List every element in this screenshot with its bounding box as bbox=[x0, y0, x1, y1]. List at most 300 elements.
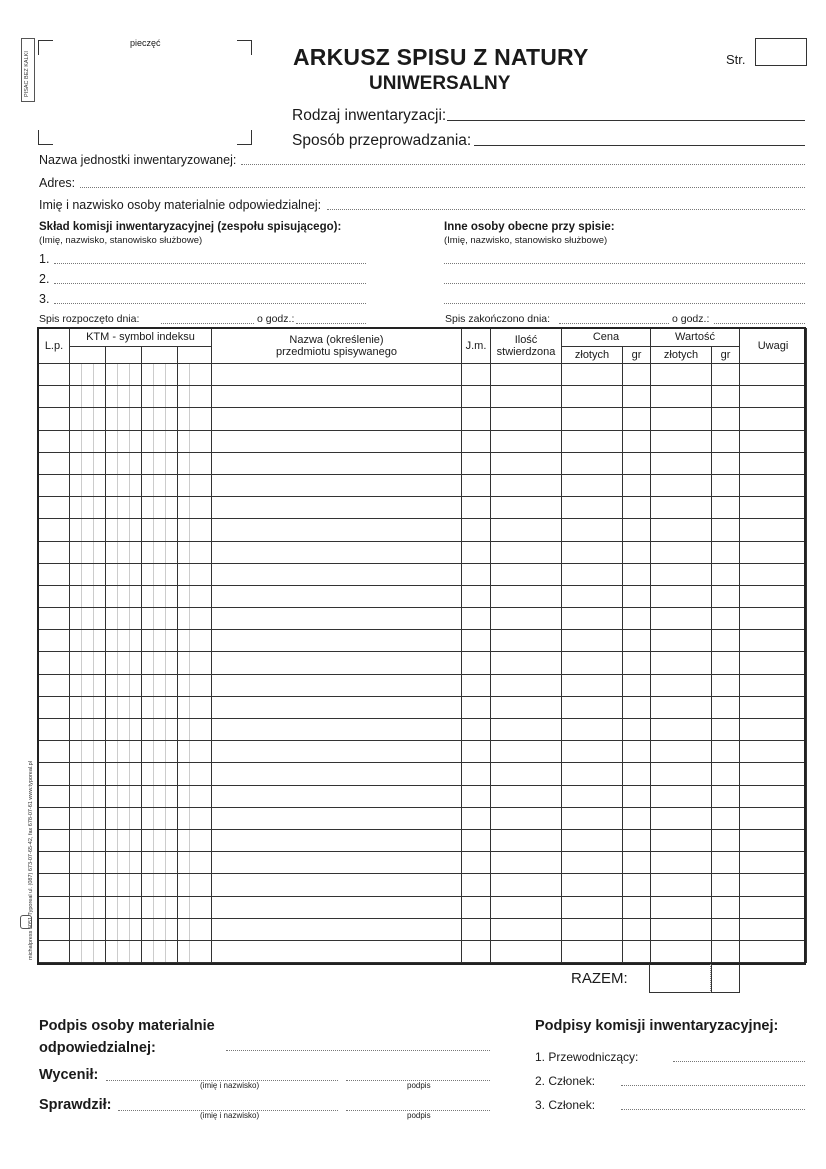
table-cell[interactable] bbox=[106, 652, 142, 674]
table-cell[interactable] bbox=[39, 408, 70, 430]
committee-field-1[interactable] bbox=[54, 263, 366, 264]
table-cell[interactable] bbox=[142, 785, 178, 807]
table-cell[interactable] bbox=[212, 519, 462, 541]
table-cell[interactable] bbox=[142, 652, 178, 674]
table-cell[interactable] bbox=[106, 364, 142, 386]
table-cell[interactable] bbox=[212, 940, 462, 962]
table-cell[interactable] bbox=[70, 918, 106, 940]
table-cell[interactable] bbox=[562, 719, 623, 741]
table-cell[interactable] bbox=[178, 563, 212, 585]
table-cell[interactable] bbox=[651, 674, 712, 696]
table-cell[interactable] bbox=[462, 652, 491, 674]
table-cell[interactable] bbox=[178, 829, 212, 851]
table-cell[interactable] bbox=[740, 563, 807, 585]
table-cell[interactable] bbox=[178, 430, 212, 452]
committee-field-3[interactable] bbox=[54, 303, 366, 304]
table-cell[interactable] bbox=[106, 807, 142, 829]
table-cell[interactable] bbox=[106, 541, 142, 563]
table-cell[interactable] bbox=[212, 386, 462, 408]
table-cell[interactable] bbox=[740, 497, 807, 519]
table-cell[interactable] bbox=[212, 497, 462, 519]
nazwa-jednostki-field[interactable] bbox=[241, 164, 805, 165]
table-cell[interactable] bbox=[39, 829, 70, 851]
table-cell[interactable] bbox=[712, 940, 740, 962]
table-cell[interactable] bbox=[178, 874, 212, 896]
table-cell[interactable] bbox=[740, 652, 807, 674]
table-cell[interactable] bbox=[740, 807, 807, 829]
table-cell[interactable] bbox=[212, 852, 462, 874]
czlonek-2-field[interactable] bbox=[621, 1109, 805, 1110]
table-cell[interactable] bbox=[651, 541, 712, 563]
table-cell[interactable] bbox=[651, 719, 712, 741]
table-cell[interactable] bbox=[70, 652, 106, 674]
table-cell[interactable] bbox=[712, 497, 740, 519]
table-cell[interactable] bbox=[623, 829, 651, 851]
table-cell[interactable] bbox=[562, 364, 623, 386]
table-cell[interactable] bbox=[178, 852, 212, 874]
table-cell[interactable] bbox=[491, 541, 562, 563]
table-cell[interactable] bbox=[712, 719, 740, 741]
table-cell[interactable] bbox=[462, 918, 491, 940]
table-cell[interactable] bbox=[712, 452, 740, 474]
table-cell[interactable] bbox=[562, 563, 623, 585]
table-cell[interactable] bbox=[491, 452, 562, 474]
table-cell[interactable] bbox=[142, 874, 178, 896]
table-cell[interactable] bbox=[562, 896, 623, 918]
table-cell[interactable] bbox=[491, 918, 562, 940]
table-cell[interactable] bbox=[212, 741, 462, 763]
table-cell[interactable] bbox=[39, 874, 70, 896]
table-cell[interactable] bbox=[740, 741, 807, 763]
table-cell[interactable] bbox=[712, 896, 740, 918]
table-cell[interactable] bbox=[178, 608, 212, 630]
table-cell[interactable] bbox=[462, 674, 491, 696]
start-hour-field[interactable] bbox=[296, 323, 366, 324]
table-cell[interactable] bbox=[623, 763, 651, 785]
others-field-1[interactable] bbox=[444, 263, 805, 264]
table-cell[interactable] bbox=[142, 364, 178, 386]
table-cell[interactable] bbox=[740, 541, 807, 563]
table-cell[interactable] bbox=[623, 497, 651, 519]
table-cell[interactable] bbox=[212, 408, 462, 430]
table-cell[interactable] bbox=[712, 386, 740, 408]
table-cell[interactable] bbox=[491, 829, 562, 851]
table-cell[interactable] bbox=[178, 386, 212, 408]
table-cell[interactable] bbox=[178, 674, 212, 696]
table-cell[interactable] bbox=[712, 652, 740, 674]
table-cell[interactable] bbox=[491, 585, 562, 607]
table-cell[interactable] bbox=[70, 807, 106, 829]
table-cell[interactable] bbox=[623, 430, 651, 452]
table-cell[interactable] bbox=[651, 874, 712, 896]
table-cell[interactable] bbox=[712, 430, 740, 452]
table-cell[interactable] bbox=[212, 829, 462, 851]
table-cell[interactable] bbox=[740, 408, 807, 430]
table-cell[interactable] bbox=[39, 852, 70, 874]
table-cell[interactable] bbox=[740, 674, 807, 696]
table-cell[interactable] bbox=[178, 807, 212, 829]
table-cell[interactable] bbox=[39, 474, 70, 496]
table-cell[interactable] bbox=[70, 719, 106, 741]
table-cell[interactable] bbox=[142, 452, 178, 474]
table-cell[interactable] bbox=[712, 741, 740, 763]
table-cell[interactable] bbox=[106, 474, 142, 496]
table-cell[interactable] bbox=[491, 474, 562, 496]
table-cell[interactable] bbox=[106, 763, 142, 785]
table-cell[interactable] bbox=[712, 519, 740, 541]
table-cell[interactable] bbox=[106, 719, 142, 741]
committee-field-2[interactable] bbox=[54, 283, 366, 284]
table-cell[interactable] bbox=[491, 608, 562, 630]
adres-field[interactable] bbox=[80, 187, 805, 188]
table-cell[interactable] bbox=[39, 674, 70, 696]
rodzaj-field[interactable] bbox=[447, 120, 805, 121]
table-cell[interactable] bbox=[623, 674, 651, 696]
table-cell[interactable] bbox=[39, 519, 70, 541]
table-cell[interactable] bbox=[491, 386, 562, 408]
table-cell[interactable] bbox=[106, 608, 142, 630]
table-cell[interactable] bbox=[178, 763, 212, 785]
table-cell[interactable] bbox=[740, 852, 807, 874]
osoba-field[interactable] bbox=[327, 209, 805, 210]
table-cell[interactable] bbox=[70, 763, 106, 785]
table-cell[interactable] bbox=[651, 364, 712, 386]
sposob-field[interactable] bbox=[474, 145, 805, 146]
table-cell[interactable] bbox=[39, 785, 70, 807]
table-cell[interactable] bbox=[70, 408, 106, 430]
table-cell[interactable] bbox=[70, 829, 106, 851]
table-cell[interactable] bbox=[462, 608, 491, 630]
table-cell[interactable] bbox=[70, 696, 106, 718]
table-cell[interactable] bbox=[39, 452, 70, 474]
table-cell[interactable] bbox=[39, 630, 70, 652]
razem-gr-box[interactable] bbox=[710, 964, 740, 993]
table-cell[interactable] bbox=[623, 408, 651, 430]
table-cell[interactable] bbox=[142, 430, 178, 452]
table-cell[interactable] bbox=[462, 541, 491, 563]
table-cell[interactable] bbox=[562, 430, 623, 452]
table-cell[interactable] bbox=[212, 608, 462, 630]
table-cell[interactable] bbox=[562, 940, 623, 962]
table-cell[interactable] bbox=[106, 741, 142, 763]
table-cell[interactable] bbox=[39, 497, 70, 519]
table-cell[interactable] bbox=[491, 874, 562, 896]
table-cell[interactable] bbox=[70, 608, 106, 630]
table-cell[interactable] bbox=[212, 474, 462, 496]
table-cell[interactable] bbox=[651, 519, 712, 541]
table-cell[interactable] bbox=[39, 364, 70, 386]
table-cell[interactable] bbox=[178, 452, 212, 474]
table-cell[interactable] bbox=[142, 719, 178, 741]
table-cell[interactable] bbox=[712, 807, 740, 829]
table-cell[interactable] bbox=[623, 452, 651, 474]
table-cell[interactable] bbox=[740, 585, 807, 607]
table-cell[interactable] bbox=[651, 474, 712, 496]
table-cell[interactable] bbox=[491, 497, 562, 519]
table-cell[interactable] bbox=[39, 741, 70, 763]
czlonek-1-field[interactable] bbox=[621, 1085, 805, 1086]
table-cell[interactable] bbox=[462, 519, 491, 541]
table-cell[interactable] bbox=[491, 852, 562, 874]
table-cell[interactable] bbox=[491, 519, 562, 541]
table-cell[interactable] bbox=[651, 452, 712, 474]
table-cell[interactable] bbox=[712, 874, 740, 896]
table-cell[interactable] bbox=[562, 541, 623, 563]
table-cell[interactable] bbox=[212, 585, 462, 607]
others-field-3[interactable] bbox=[444, 303, 805, 304]
table-cell[interactable] bbox=[562, 652, 623, 674]
table-cell[interactable] bbox=[142, 386, 178, 408]
table-cell[interactable] bbox=[462, 807, 491, 829]
table-cell[interactable] bbox=[740, 918, 807, 940]
table-cell[interactable] bbox=[142, 940, 178, 962]
table-cell[interactable] bbox=[39, 696, 70, 718]
table-cell[interactable] bbox=[462, 719, 491, 741]
table-cell[interactable] bbox=[712, 364, 740, 386]
table-cell[interactable] bbox=[39, 807, 70, 829]
table-cell[interactable] bbox=[740, 696, 807, 718]
table-cell[interactable] bbox=[178, 696, 212, 718]
table-cell[interactable] bbox=[712, 474, 740, 496]
table-cell[interactable] bbox=[562, 918, 623, 940]
table-cell[interactable] bbox=[491, 741, 562, 763]
table-cell[interactable] bbox=[623, 652, 651, 674]
table-cell[interactable] bbox=[491, 652, 562, 674]
table-cell[interactable] bbox=[106, 896, 142, 918]
table-cell[interactable] bbox=[651, 652, 712, 674]
table-cell[interactable] bbox=[651, 408, 712, 430]
table-cell[interactable] bbox=[39, 763, 70, 785]
table-cell[interactable] bbox=[651, 896, 712, 918]
table-cell[interactable] bbox=[562, 408, 623, 430]
table-cell[interactable] bbox=[562, 807, 623, 829]
table-cell[interactable] bbox=[106, 630, 142, 652]
table-cell[interactable] bbox=[178, 585, 212, 607]
table-cell[interactable] bbox=[39, 563, 70, 585]
table-cell[interactable] bbox=[740, 896, 807, 918]
table-cell[interactable] bbox=[142, 630, 178, 652]
table-cell[interactable] bbox=[178, 719, 212, 741]
table-cell[interactable] bbox=[212, 563, 462, 585]
table-cell[interactable] bbox=[740, 829, 807, 851]
table-cell[interactable] bbox=[39, 386, 70, 408]
table-cell[interactable] bbox=[39, 541, 70, 563]
table-cell[interactable] bbox=[142, 497, 178, 519]
table-cell[interactable] bbox=[491, 430, 562, 452]
page-number-box[interactable] bbox=[755, 38, 807, 66]
table-cell[interactable] bbox=[212, 674, 462, 696]
table-cell[interactable] bbox=[212, 630, 462, 652]
table-cell[interactable] bbox=[712, 585, 740, 607]
table-cell[interactable] bbox=[142, 519, 178, 541]
table-cell[interactable] bbox=[740, 608, 807, 630]
table-cell[interactable] bbox=[70, 630, 106, 652]
table-cell[interactable] bbox=[142, 608, 178, 630]
table-cell[interactable] bbox=[491, 674, 562, 696]
table-cell[interactable] bbox=[462, 896, 491, 918]
table-cell[interactable] bbox=[623, 585, 651, 607]
start-date-field[interactable] bbox=[161, 323, 254, 324]
table-cell[interactable] bbox=[562, 452, 623, 474]
table-cell[interactable] bbox=[178, 652, 212, 674]
end-hour-field[interactable] bbox=[714, 323, 805, 324]
end-date-field[interactable] bbox=[559, 323, 669, 324]
table-cell[interactable] bbox=[70, 674, 106, 696]
table-cell[interactable] bbox=[462, 630, 491, 652]
table-cell[interactable] bbox=[106, 452, 142, 474]
table-cell[interactable] bbox=[142, 807, 178, 829]
table-cell[interactable] bbox=[106, 696, 142, 718]
table-cell[interactable] bbox=[142, 408, 178, 430]
table-cell[interactable] bbox=[712, 563, 740, 585]
table-cell[interactable] bbox=[39, 608, 70, 630]
table-cell[interactable] bbox=[178, 918, 212, 940]
table-cell[interactable] bbox=[562, 763, 623, 785]
table-cell[interactable] bbox=[178, 474, 212, 496]
table-cell[interactable] bbox=[462, 386, 491, 408]
table-cell[interactable] bbox=[70, 874, 106, 896]
table-cell[interactable] bbox=[712, 696, 740, 718]
table-cell[interactable] bbox=[212, 452, 462, 474]
table-cell[interactable] bbox=[623, 541, 651, 563]
table-cell[interactable] bbox=[712, 541, 740, 563]
table-cell[interactable] bbox=[212, 430, 462, 452]
table-cell[interactable] bbox=[142, 541, 178, 563]
table-cell[interactable] bbox=[106, 497, 142, 519]
table-cell[interactable] bbox=[462, 763, 491, 785]
table-cell[interactable] bbox=[491, 896, 562, 918]
table-cell[interactable] bbox=[712, 785, 740, 807]
table-cell[interactable] bbox=[178, 541, 212, 563]
table-cell[interactable] bbox=[491, 408, 562, 430]
table-cell[interactable] bbox=[178, 519, 212, 541]
table-cell[interactable] bbox=[623, 852, 651, 874]
table-cell[interactable] bbox=[562, 386, 623, 408]
table-cell[interactable] bbox=[70, 364, 106, 386]
table-cell[interactable] bbox=[712, 763, 740, 785]
table-cell[interactable] bbox=[562, 674, 623, 696]
table-cell[interactable] bbox=[651, 696, 712, 718]
table-cell[interactable] bbox=[651, 763, 712, 785]
table-cell[interactable] bbox=[623, 696, 651, 718]
table-cell[interactable] bbox=[462, 940, 491, 962]
table-cell[interactable] bbox=[212, 807, 462, 829]
table-cell[interactable] bbox=[106, 585, 142, 607]
table-cell[interactable] bbox=[39, 719, 70, 741]
table-cell[interactable] bbox=[740, 940, 807, 962]
table-cell[interactable] bbox=[623, 608, 651, 630]
table-cell[interactable] bbox=[178, 741, 212, 763]
table-cell[interactable] bbox=[106, 519, 142, 541]
table-cell[interactable] bbox=[740, 763, 807, 785]
table-cell[interactable] bbox=[212, 719, 462, 741]
table-cell[interactable] bbox=[106, 430, 142, 452]
table-cell[interactable] bbox=[212, 652, 462, 674]
table-cell[interactable] bbox=[712, 630, 740, 652]
table-cell[interactable] bbox=[106, 918, 142, 940]
table-cell[interactable] bbox=[623, 519, 651, 541]
table-cell[interactable] bbox=[178, 364, 212, 386]
table-cell[interactable] bbox=[623, 874, 651, 896]
table-cell[interactable] bbox=[70, 940, 106, 962]
table-cell[interactable] bbox=[462, 829, 491, 851]
table-cell[interactable] bbox=[70, 585, 106, 607]
razem-zlotych-box[interactable] bbox=[649, 964, 712, 993]
table-cell[interactable] bbox=[712, 674, 740, 696]
table-cell[interactable] bbox=[106, 874, 142, 896]
table-cell[interactable] bbox=[623, 807, 651, 829]
table-cell[interactable] bbox=[651, 630, 712, 652]
table-cell[interactable] bbox=[462, 785, 491, 807]
table-cell[interactable] bbox=[562, 852, 623, 874]
table-cell[interactable] bbox=[651, 807, 712, 829]
table-cell[interactable] bbox=[212, 918, 462, 940]
table-cell[interactable] bbox=[106, 940, 142, 962]
table-cell[interactable] bbox=[623, 940, 651, 962]
table-cell[interactable] bbox=[142, 852, 178, 874]
table-cell[interactable] bbox=[178, 630, 212, 652]
table-cell[interactable] bbox=[562, 696, 623, 718]
table-cell[interactable] bbox=[142, 763, 178, 785]
table-cell[interactable] bbox=[212, 785, 462, 807]
table-cell[interactable] bbox=[39, 652, 70, 674]
table-cell[interactable] bbox=[70, 452, 106, 474]
table-cell[interactable] bbox=[212, 541, 462, 563]
table-cell[interactable] bbox=[712, 608, 740, 630]
table-cell[interactable] bbox=[178, 497, 212, 519]
table-cell[interactable] bbox=[623, 364, 651, 386]
table-cell[interactable] bbox=[740, 630, 807, 652]
table-cell[interactable] bbox=[142, 741, 178, 763]
table-cell[interactable] bbox=[491, 630, 562, 652]
table-cell[interactable] bbox=[491, 563, 562, 585]
table-cell[interactable] bbox=[651, 386, 712, 408]
table-cell[interactable] bbox=[712, 829, 740, 851]
table-cell[interactable] bbox=[70, 386, 106, 408]
table-cell[interactable] bbox=[106, 386, 142, 408]
podpis-field[interactable] bbox=[226, 1050, 490, 1051]
table-cell[interactable] bbox=[651, 608, 712, 630]
table-cell[interactable] bbox=[562, 497, 623, 519]
table-cell[interactable] bbox=[740, 474, 807, 496]
table-cell[interactable] bbox=[491, 785, 562, 807]
table-cell[interactable] bbox=[462, 452, 491, 474]
table-cell[interactable] bbox=[491, 364, 562, 386]
table-cell[interactable] bbox=[623, 896, 651, 918]
table-cell[interactable] bbox=[740, 386, 807, 408]
table-cell[interactable] bbox=[651, 918, 712, 940]
table-cell[interactable] bbox=[740, 430, 807, 452]
table-cell[interactable] bbox=[178, 785, 212, 807]
table-cell[interactable] bbox=[39, 940, 70, 962]
table-cell[interactable] bbox=[142, 696, 178, 718]
table-cell[interactable] bbox=[491, 696, 562, 718]
table-cell[interactable] bbox=[491, 940, 562, 962]
table-cell[interactable] bbox=[712, 408, 740, 430]
table-cell[interactable] bbox=[651, 940, 712, 962]
table-cell[interactable] bbox=[212, 896, 462, 918]
table-cell[interactable] bbox=[462, 474, 491, 496]
table-cell[interactable] bbox=[70, 563, 106, 585]
table-cell[interactable] bbox=[462, 852, 491, 874]
table-cell[interactable] bbox=[623, 630, 651, 652]
table-cell[interactable] bbox=[462, 497, 491, 519]
table-cell[interactable] bbox=[491, 807, 562, 829]
table-cell[interactable] bbox=[491, 719, 562, 741]
table-cell[interactable] bbox=[39, 896, 70, 918]
table-cell[interactable] bbox=[562, 519, 623, 541]
table-cell[interactable] bbox=[462, 364, 491, 386]
